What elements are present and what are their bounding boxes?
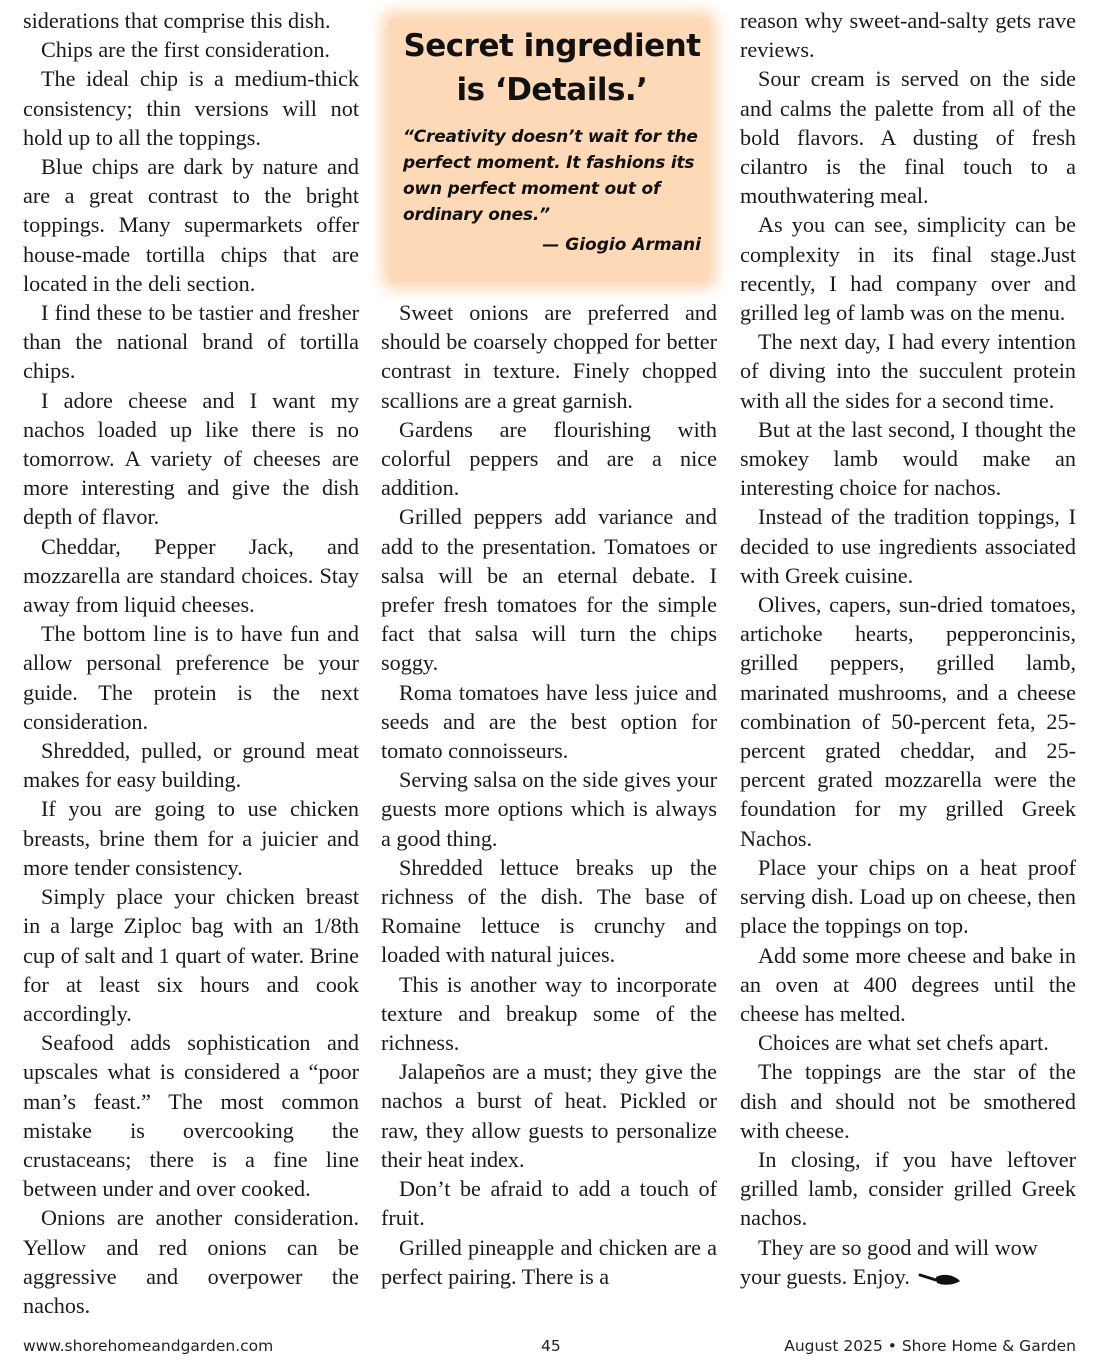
last-paragraph <box>740 1233 1076 1291</box>
paragraph: siderations that comprise this dish. <box>23 8 331 33</box>
paragraph: But at the last second, I thought the smokey lamb would make an interesting choice for nachos. <box>740 416 1076 501</box>
paragraph: Sweet onions are preferred and should be coarsely chopped for better contrast in texture. Finely chopped scallions are a great garnish. <box>381 300 717 413</box>
paragraph: I find these to be tastier and fresher than the national brand of tortilla chips. <box>23 300 359 384</box>
paragraph: If you are going to use chicken breasts, brine them for a juicier and more tender consistency. <box>23 796 359 880</box>
footer-page-number: 45 <box>541 1337 561 1355</box>
pull-quote-text: “Creativity doesn’t wait for the perfect moment. It fashions its own perfect moment out of ordinary ones.” <box>403 127 698 225</box>
paragraph: Instead of the tradition toppings, I decided to use ingredients associated with Greek cuisine. <box>740 504 1076 588</box>
footer-website: www.shorehomeandgarden.com <box>23 1337 274 1355</box>
paragraph: Add some more cheese and bake in an oven at 400 degrees until the cheese has melted. <box>740 942 1076 1026</box>
paragraph: Olives, capers, sun-dried tomatoes, artichoke hearts, pepperoncinis, grilled peppers, grilled lamb, marinated mushrooms, and a cheese combination of 50-percent feta, 25-percent grated cheddar, and 25-percent grated mozzarella were the foundation for my grilled Greek Nachos. <box>740 592 1076 851</box>
paragraph: reason why sweet-and-salty gets rave reviews. <box>740 8 1076 63</box>
paragraph: Place your chips on a heat proof serving dish. Load up on cheese, then place the toppings on top. <box>740 854 1076 939</box>
paragraph: Serving salsa on the side gives your guests more options which is always a good thing. <box>381 767 717 851</box>
paragraph: Roma tomatoes have less juice and seeds and are the best option for tomato connoisseurs. <box>381 679 717 764</box>
paragraph: The bottom line is to have fun and allow personal preference be your guide. The protein is the next consideration. <box>23 621 359 734</box>
paragraph: Blue chips are dark by nature and are a great contrast to the bright toppings. Many supermarkets offer house-made tortilla chips that are located in the deli section. <box>23 154 359 296</box>
paragraph: As you can see, simplicity can be complexity in its final stage.Just recently, I had company over and grilled leg of lamb was on the menu. <box>740 212 1076 326</box>
paragraph: Gardens are flourishing with colorful peppers and are a nice addition. <box>381 416 717 501</box>
paragraph: Cheddar, Pepper Jack, and mozzarella are standard choices. Stay away from liquid cheeses. <box>23 533 359 618</box>
paragraph: Shredded lettuce breaks up the richness of the dish. The base of Romaine lettuce is crunchy and loaded with natural juices. <box>381 854 717 968</box>
article-column-1 <box>23 6 359 1320</box>
footer-issue: August 2025 • Shore Home & Garden <box>784 1337 1076 1355</box>
paragraph: Seafood adds sophistication and upscales what is considered a “poor man’s feast.” The most common mistake is overcooking the crustaceans; there is a fine line between under and over cooked. <box>23 1030 359 1202</box>
paragraph: Don’t be afraid to add a touch of fruit. <box>381 1176 717 1231</box>
paragraph: Choices are what set chefs apart. <box>758 1030 1049 1056</box>
paragraph: The next day, I had every intention of diving into the succulent protein with all the sides for a second time. <box>740 329 1076 413</box>
article-column-2 <box>381 298 717 1291</box>
pull-quote-attribution: — Giogio Armani <box>542 235 701 255</box>
paragraph: Chips are the first consideration. <box>41 37 330 63</box>
paragraph: I adore cheese and I want my nachos loaded up like there is no tomorrow. A variety of cheeses are more interesting and give the dish depth of flavor. <box>23 387 359 530</box>
paragraph: Simply place your chicken breast in a large Ziploc bag with an 1/8th cup of salt and 1 quart of water. Brine for at least six hours and cook accordingly. <box>23 884 359 1026</box>
paragraph: The ideal chip is a medium-thick consistency; thin versions will not hold up to all the toppings. <box>23 66 359 150</box>
paragraph: Onions are another consideration. Yellow and red onions can be aggressive and overpower the nachos. <box>23 1205 359 1318</box>
paragraph: Grilled peppers add variance and add to the presentation. Tomatoes or salsa will be an eternal debate. I prefer fresh tomatoes for the simple fact that salsa will turn the chips soggy. <box>381 504 717 676</box>
paragraph: Sour cream is served on the side and calms the palette from all of the bold flavors. A dusting of fresh cilantro is the final touch to a mouthwatering meal. <box>740 66 1076 209</box>
paragraph: Grilled pineapple and chicken are a perfect pairing. There is a <box>381 1234 717 1289</box>
pull-quote-box <box>389 18 709 282</box>
paragraph: The toppings are the star of the dish and should not be smothered with cheese. <box>740 1059 1076 1143</box>
article-column-3 <box>740 6 1076 1291</box>
paragraph: This is another way to incorporate texture and breakup some of the richness. <box>381 971 717 1056</box>
trowel-end-mark-icon <box>918 1269 962 1289</box>
paragraph: Jalapeños are a must; they give the nachos a burst of heat. Pickled or raw, they allow guests to personalize their heat index. <box>381 1059 717 1172</box>
last-paragraph-text: They are so good and will wow your guests. Enjoy. <box>740 1234 1038 1289</box>
paragraph: Shredded, pulled, or ground meat makes for easy building. <box>23 738 359 793</box>
pull-quote-title: Secret ingredient is ‘Details.’ <box>403 28 701 108</box>
paragraph: In closing, if you have leftover grilled lamb, consider grilled Greek nachos. <box>740 1146 1076 1231</box>
